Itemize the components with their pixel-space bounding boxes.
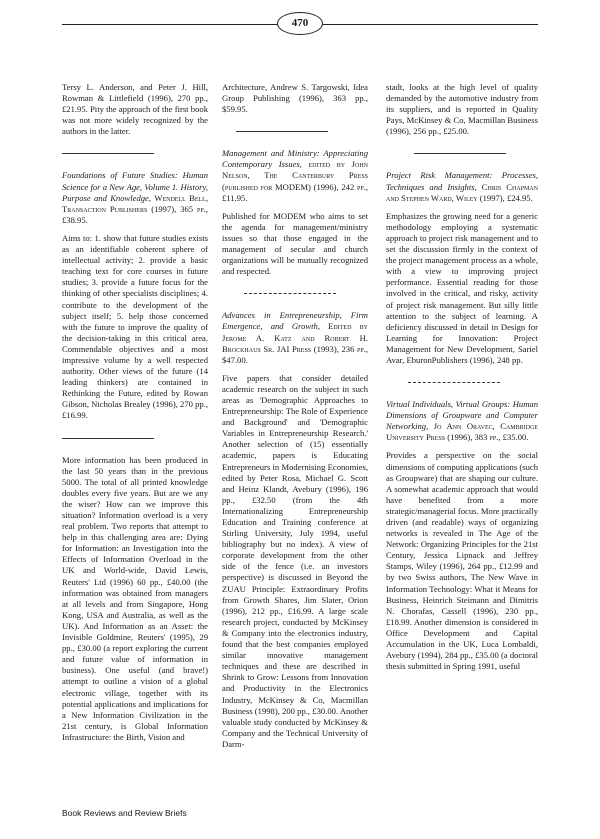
page-footer: Book Reviews and Review Briefs [62,808,187,818]
book-title: Management and Ministry: Appreciating Contemporary Issues, [222,148,368,170]
book-publication: Edited by Jerome A. Katz and Robert H. Brockhaus Sr. JAI Press (1993), 236 pp., $47.00. [222,321,368,365]
book-publication: Jo Ann Oravec, Cambridge University Press (1996), 383 pp., £35.00. [386,421,538,443]
header-rule-left [62,24,284,25]
review-heading [62,170,208,225]
book-publication: Chris Chapman and Stephen Ward, Wiley (1997), £24.95. [386,181,538,203]
review-heading [222,310,368,365]
section-divider [408,382,500,383]
book-title: Project Risk Management: Processes, Techniques and Insights, [386,170,538,192]
section-divider [414,153,506,154]
section-divider [62,438,154,439]
section-divider [62,153,154,154]
header-rule-right [316,24,538,25]
review-body: Provides a perspective on the social dimensions of computing applications (such as Groupware) that are shaping our culture. A somewhat academic approach that would have benefited from a more strategic/managerial focus. More practically driven (and readable) ways of organizing networks is revealed in The Age of the Network: Organizing Principles for the 21st Century, Jessica Lipnack and Jeffrey Stamps, Wiley (1996), 264 pp., £12.99 and by two Swiss authors, The New Wave in Information Technology: What it Means for Business, Heinrich Steimann and Dimitris N. Chorafas, Cassell (1996), 230 pp., £18.99. Another dimension is considered in Office Development and Capital Accumulation in the UK, Luca Lombaldi, Avebury (1994), 284 pp., £35.00 (a doctoral thesis submitted in Spring 1991, useful [386,450,538,672]
review-tail-text: Tersy L. Anderson, and Peter J. Hill, Rowman & Littlefield (1996), 270 pp., £21.95. Pity the approach of the first book was not more widely recognized by the authors in the latter. [62,82,208,137]
page-number: 470 [277,12,324,35]
column-right [386,82,538,679]
book-publication: edited by John Nelson, The Canterbury Press (published for MODEM) (1996), 242 pp., £11.95. [222,159,368,203]
review-body: Published for MODEM who aims to set the agenda for management/ministry issues so that those engaged in the management of secular and church organizations will be mutually recognized and respected. [222,210,368,277]
review-tail-text: stadt, looks at the high level of quality demanded by the automotive industry from its suppliers, and is reported in Quality Pays, McKinsey & Co, Macmillan Business (1996), 256 pp., £25.00. [386,82,538,137]
book-title: Foundations of Future Studies: Human Science for a New Age, Volume 1. History, Purpose and Knowledge, [62,170,208,203]
review-heading [222,148,368,203]
review-heading [386,399,538,443]
review-tail-text: Architecture, Andrew S. Targowski, Idea Group Publishing (1996), 363 pp., $59.95. [222,82,368,115]
book-title: Virtual Individuals, Virtual Groups: Human Dimensions of Groupware and Computer Networking, [386,399,538,432]
review-body: Five papers that consider detailed academic research on the subject in such areas as 'Demographic Approaches to Entrepreneurship: The Role of Experience and Background' and 'Demographic Variables in Entrepreneurship Research.' Another selection of (15) essentially academic, papers is Educating Entrepreneurs in Modernising Economies, edited by Peter Rosa, Michael G. Scott and Heinz Klandt, Avebury (1996), 196 pp., £32.50 (from the 4th Internationalizing Entrepreneurship Education and Training conference at Stirling University, July 1994, useful bibliography but no index). A view of corporate development from the other side of the fence (i.e. an investors perspective) is discussed in Beyond the ZUAU Principle: Extraordinary Profits from Growth Shares, Jim Slater, Orion (1996), 212 pp., £16.99. A large scale research project, conducted by McKinsey & Company into the electronics industry, found that the best companies employed similar innovative management techniques and these are described in Shrink to Grow: Lessons from Innovation and Productivity in the Electronics Industry, McKinsey & Co, Macmillan Business (1998), 200 pp., £30.00. Another valuable study conducted by McKinsey & Company and the Technical University of Darm- [222,372,368,749]
review-heading [386,170,538,203]
review-body: Emphasizes the growing need for a generic methodology employing a systematic approach to project risk management and to set the discussion firmly in the context of the project management process as a whole, with a view to improving project performance. Essential reading for those involved in the critical, and risky, activity of project risk management. But silly little attention to the subject of learning. A deficiency discussed in detail in Design for Learning for Innovation: Project Management for New Development, Sariel Avar, EburonPublishers (1996), 248 pp. [386,210,538,365]
column-left [62,82,208,750]
review-body: Aims to: 1. show that future studies exists as an identifiable coherent sphere of intellectual activity; 2. provide a basic teaching text for core courses in future studies; 3. provide a future focus for the thinking of other specialists disciplines; 4. contribute to the development of the subject itself; 5. help those concerned with the future to improve the quality of the decision-taking in this critical area. Commendable objectives and a most impressive volume by a well respected authority. Other views of the future (14 leading thinkers) are contained in Rethinking the Future, edited by Rowan Gibson, Nicholas Brealey (1996), 270 pp., £16.99. [62,232,208,421]
column-middle [222,82,368,757]
review-body: More information has been produced in the last 50 years than in the previous 5000. The total of all printed knowledge doubles every five years. But are we any the wiser? How can we improve this situation? Information overload is a very real problem. Two reports that attempt to help in this challenging area are: Dying for Information: an Investigation into the Effects of Information Overload in the UK and World-wide, David Lewis, Reuters' Ltd (1996) 60 pp., £40.00 (the information was obtained from managers at all levels and from Singapore, Hong Kong, USA and Australia, as well as the UK). And Information as an Asset: the Invisible Goldmine, Reuters' (1995), 29 pp., £30.00 (a report exploring the current and future value of information in business). One useful (and brave!) attempt to outline a vision of a global electronic village, together with its potential applications and implications for a New Information Civilization in the 21st century, is Global Information Infrastructure: the Birth, Vision and [62,454,208,742]
section-divider [244,293,336,294]
section-divider [236,131,328,132]
book-publication: Wendell Bell, Transaction Publishers (1997), 365 pp., £38.95. [62,192,208,225]
book-title: Advances in Entrepreneurship, Firm Emergence, and Growth, [222,310,368,332]
